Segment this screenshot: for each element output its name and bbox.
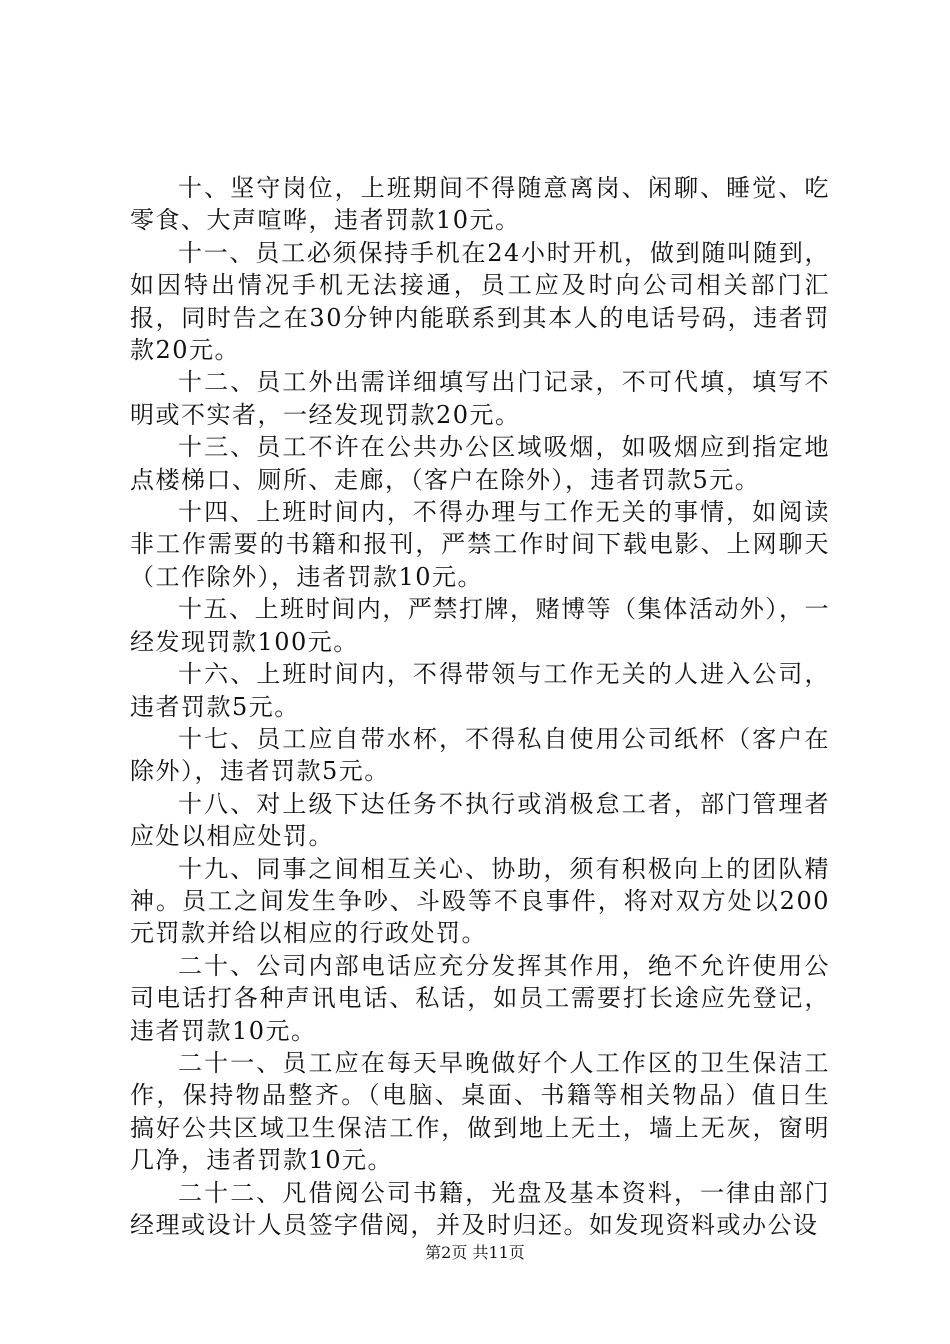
paragraph-11: 十一、员工必须保持手机在24小时开机，做到随叫随到，如因特出情况手机无法接通，员工应及时向公司相关部门汇报，同时告之在30分钟内能联系到其本人的电话号码，违者罚款20元。 [130, 238, 830, 365]
document-body [130, 172, 830, 1241]
paragraph-16: 十六、上班时间内，不得带领与工作无关的人进入公司，违者罚款5元。 [130, 660, 830, 721]
paragraph-20: 二十、公司内部电话应充分发挥其作用，绝不允许使用公司电话打各种声讯电话、私话，如员工需要打长途应先登记，违者罚款10元。 [130, 951, 830, 1045]
paragraph-21: 二十一、员工应在每天早晚做好个人工作区的卫生保洁工作，保持物品整齐。（电脑、桌面、书籍等相关物品）值日生搞好公共区域卫生保洁工作，做到地上无土，墙上无灰，窗明几净，违者罚款10元。 [130, 1048, 830, 1175]
paragraph-10: 十、坚守岗位，上班期间不得随意离岗、闲聊、睡觉、吃零食、大声喧哗，违者罚款10元。 [130, 174, 830, 235]
paragraph-19: 十九、同事之间相互关心、协助，须有积极向上的团队精神。员工之间发生争吵、斗殴等不良事件，将对双方处以200元罚款并给以相应的行政处罚。 [130, 854, 830, 948]
paragraph-13: 十三、员工不许在公共办公区域吸烟，如吸烟应到指定地点楼梯口、厕所、走廊，（客户在除外），违者罚款5元。 [130, 433, 830, 494]
page-number-footer: 第2页 共11页 [425, 1243, 525, 1262]
paragraph-18: 十八、对上级下达任务不执行或消极怠工者，部门管理者应处以相应处罚。 [130, 789, 830, 851]
paragraph-17: 十七、员工应自带水杯，不得私自使用公司纸杯（客户在除外），违者罚款5元。 [130, 724, 830, 786]
paragraph-15: 十五、上班时间内，严禁打牌，赌博等（集体活动外），一经发现罚款100元。 [130, 595, 830, 656]
paragraph-12: 十二、员工外出需详细填写出门记录，不可代填，填写不明或不实者，一经发现罚款20元。 [130, 368, 830, 429]
paragraph-14: 十四、上班时间内，不得办理与工作无关的事情，如阅读非工作需要的书籍和报刊，严禁工作时间下载电影、上网聊天（工作除外），违者罚款10元。 [130, 498, 830, 591]
paragraph-22: 二十二、凡借阅公司书籍，光盘及基本资料，一律由部门经理或设计人员签字借阅，并及时归还。如发现资料或办公设 [130, 1178, 830, 1239]
